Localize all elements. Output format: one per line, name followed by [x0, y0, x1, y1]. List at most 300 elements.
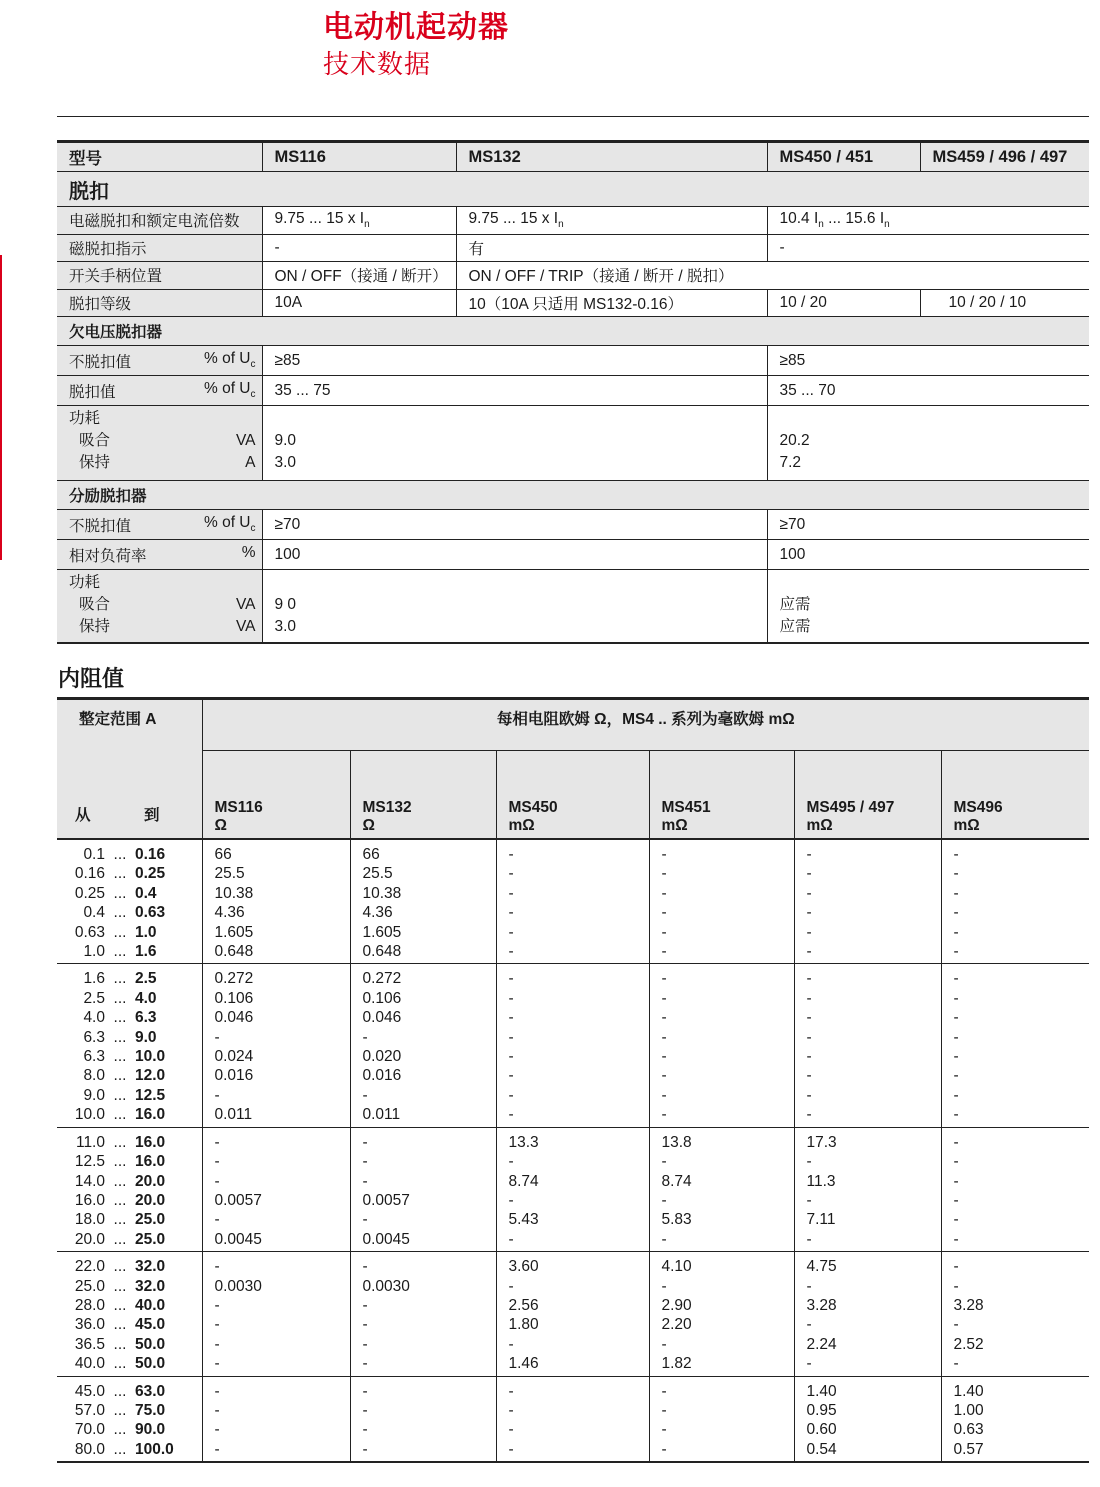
table-row [57, 1252, 1089, 1376]
column-unit: Ω [214, 817, 227, 834]
range-to: 0.16 [135, 846, 166, 863]
resistance-value: 0.106 [214, 989, 254, 1007]
value-cell [202, 964, 350, 1127]
shunt-power-ms450: 应需 应需 [767, 570, 1089, 644]
range-dots: ... [113, 1172, 127, 1190]
range-to: 75.0 [135, 1401, 166, 1419]
spec-table [57, 140, 1089, 644]
resistance-value: - [362, 1028, 368, 1046]
resistance-value: - [661, 1335, 667, 1353]
resistance-value: - [508, 1277, 514, 1295]
resistance-value: 13.8 [661, 1133, 692, 1151]
range-line [57, 1008, 202, 1027]
resistance-value: - [806, 1067, 812, 1085]
resistance-value: - [508, 1335, 514, 1353]
column-header-ms450 [496, 751, 649, 840]
range-from: 18.0 [74, 1211, 105, 1229]
uv-nontrip-ms450: ≥85 [767, 346, 1089, 376]
resistance-value: - [953, 1230, 959, 1248]
class-ms132: 10（10A 只适用 MS132-0.16） [456, 289, 767, 317]
range-line [57, 1210, 202, 1229]
row-shunt-power [57, 570, 1089, 644]
range-to: 0.25 [135, 865, 166, 883]
resistance-value: - [806, 923, 812, 941]
range-from: 28.0 [74, 1296, 105, 1314]
range-from: 36.5 [74, 1335, 105, 1353]
resistance-body [57, 839, 1089, 1462]
range-from: 45.0 [74, 1382, 105, 1400]
range-dots: ... [113, 1316, 127, 1334]
range-line [57, 969, 202, 988]
range-to: 2.5 [135, 970, 157, 988]
resistance-value: 2.56 [508, 1296, 539, 1314]
resistance-value: - [953, 1277, 959, 1295]
range-line [57, 1066, 202, 1085]
range-to: 50.0 [135, 1355, 166, 1373]
range-to: 16.0 [135, 1106, 166, 1124]
range-dots: ... [113, 1191, 127, 1209]
resistance-value: - [806, 1009, 812, 1027]
range-line [57, 1133, 202, 1152]
resistance-value: 2.20 [661, 1316, 692, 1334]
resistance-value: - [806, 884, 812, 902]
row-shunt-duty [57, 540, 1089, 570]
class-ms116: 10A [262, 289, 456, 317]
resistance-value: - [508, 865, 514, 883]
range-to: 90.0 [135, 1421, 166, 1439]
range-from: 16.0 [74, 1191, 105, 1209]
range-from: 0.16 [74, 865, 105, 883]
column-unit: Ω [362, 817, 375, 834]
resistance-value: 1.46 [508, 1355, 539, 1373]
resistance-value: - [362, 1355, 368, 1373]
range-dots: ... [113, 1277, 127, 1295]
resistance-value: - [806, 1191, 812, 1209]
resistance-value: - [806, 1316, 812, 1334]
resistance-value: - [214, 1153, 220, 1171]
resistance-value: - [661, 943, 667, 961]
magnetic-label: 电磁脱扣和额定电流倍数 [57, 207, 262, 235]
value-cell [794, 1252, 941, 1376]
resistance-value: - [806, 865, 812, 883]
resistance-value: 0.63 [953, 1421, 984, 1439]
range-to: 20.0 [135, 1172, 166, 1190]
range-dots: ... [113, 865, 127, 883]
value-cell [794, 839, 941, 964]
range-dots: ... [113, 1028, 127, 1046]
resistance-value: - [362, 1421, 368, 1439]
range-from: 10.0 [74, 1106, 105, 1124]
value-cell [794, 964, 941, 1127]
column-name: MS116 [214, 799, 263, 816]
resistance-value: 8.74 [661, 1172, 692, 1190]
resistance-value: - [508, 1440, 514, 1458]
resistance-value: - [214, 1172, 220, 1190]
resistance-value: - [214, 1211, 220, 1229]
resistance-value: 0.0057 [362, 1191, 410, 1209]
magnetic-ms450: 10.4 $I_n$ ... 15.6 $I_n$ [767, 207, 1089, 235]
resistance-value: 0.011 [214, 1106, 253, 1124]
range-from: 70.0 [74, 1421, 105, 1439]
magnetic-ms132: 9.75 ... 15 x $I_n$ [456, 207, 767, 235]
range-to: 12.0 [135, 1067, 166, 1085]
resistance-value: - [953, 1028, 959, 1046]
left-edge-accent [0, 255, 2, 560]
column-name: MS496 [953, 799, 1003, 816]
range-to: 50.0 [135, 1335, 166, 1353]
page-subtitle: 技术数据 [323, 49, 432, 79]
range-cell [57, 1252, 202, 1376]
resistance-value: - [661, 1382, 667, 1400]
range-header-label: 整定范围 A [79, 711, 157, 728]
range-line [57, 1382, 202, 1401]
shunt-nontrip-ms116: ≥70 [262, 510, 767, 540]
resistance-value: 4.75 [806, 1258, 837, 1276]
resistance-value: - [953, 884, 959, 902]
range-from: 14.0 [74, 1172, 105, 1190]
range-to: 45.0 [135, 1316, 166, 1334]
shunt-title: 分励脱扣器 [57, 481, 1089, 510]
range-from: 12.5 [74, 1153, 105, 1171]
resistance-value: 8.74 [508, 1172, 539, 1190]
resistance-value: - [806, 1230, 812, 1248]
indicator-ms132: 有 [456, 234, 767, 262]
section-trip-label: 脱扣 [57, 172, 1089, 207]
range-dots: ... [113, 846, 127, 863]
resistance-value: 25.5 [214, 865, 245, 883]
resistance-value: - [806, 846, 812, 863]
range-from: 0.4 [83, 904, 105, 922]
header-ms116: MS116 [262, 142, 456, 172]
range-line [57, 1440, 202, 1459]
range-from: 1.0 [83, 943, 105, 961]
header-model: 型号 [57, 142, 262, 172]
resistance-value: 11.3 [806, 1172, 836, 1190]
range-from: 0.1 [83, 846, 105, 863]
resistance-value: 2.24 [806, 1335, 837, 1353]
resistance-value: - [362, 1335, 368, 1353]
resistance-value: - [661, 970, 667, 988]
range-to: 100.0 [135, 1440, 174, 1458]
resistance-value: 0.046 [362, 1009, 402, 1027]
value-cell [350, 1127, 496, 1251]
resistance-value: 3.60 [508, 1258, 539, 1276]
resistance-value: 0.648 [214, 943, 254, 961]
resistance-value: - [953, 1086, 959, 1104]
resistance-value: - [508, 1048, 514, 1066]
resistance-value: - [953, 923, 959, 941]
resistance-value: - [953, 846, 959, 863]
column-header-ms132 [350, 751, 496, 840]
section-trip [57, 172, 1089, 207]
range-from: 0.63 [74, 923, 105, 941]
title-divider [57, 116, 1089, 117]
resistance-value: - [214, 1028, 220, 1046]
resistance-value: 0.57 [953, 1440, 984, 1458]
resistance-value: - [661, 1153, 667, 1171]
indicator-label: 磁脱扣指示 [57, 234, 262, 262]
row-handle [57, 262, 1089, 290]
row-magnetic-trip [57, 207, 1089, 235]
resistance-value: - [508, 1191, 514, 1209]
range-from: 6.3 [83, 1028, 105, 1046]
range-line [57, 1257, 202, 1276]
value-cell [941, 1252, 1089, 1376]
column-name: MS450 [508, 799, 558, 816]
resistance-value: - [362, 1440, 368, 1458]
spec-header-row [57, 142, 1089, 172]
handle-ms132: ON / OFF / TRIP（接通 / 断开 / 脱扣） [456, 262, 1089, 290]
range-dots: ... [113, 923, 127, 941]
resistance-value: - [661, 865, 667, 883]
resistance-value: - [806, 1106, 812, 1124]
value-cell [941, 964, 1089, 1127]
value-cell [649, 964, 794, 1127]
to-label: 到 [144, 807, 160, 824]
resistance-value: - [214, 1382, 220, 1400]
range-dots: ... [113, 1211, 127, 1229]
range-cell [57, 839, 202, 964]
value-cell [496, 1127, 649, 1251]
resistance-value: 7.11 [806, 1211, 836, 1229]
resistance-value: 2.52 [953, 1335, 984, 1353]
resistance-value: - [508, 923, 514, 941]
table-row [57, 1127, 1089, 1251]
value-cell [350, 839, 496, 964]
section-undervoltage [57, 317, 1089, 346]
resistance-value: - [806, 970, 812, 988]
handle-ms116: ON / OFF（接通 / 断开） [262, 262, 456, 290]
row-trip-class [57, 289, 1089, 317]
range-dots: ... [113, 1440, 127, 1458]
range-line [57, 1172, 202, 1191]
range-line [57, 942, 202, 961]
range-dots: ... [113, 943, 127, 961]
undervoltage-title: 欠电压脱扣器 [57, 317, 1089, 346]
range-to: 32.0 [135, 1277, 166, 1295]
resistance-value: 10.38 [362, 884, 402, 902]
class-label: 脱扣等级 [57, 289, 262, 317]
row-uv-trip [57, 376, 1089, 406]
resistance-value: - [508, 884, 514, 902]
resistance-value: - [661, 989, 667, 1007]
resistance-value: 0.648 [362, 943, 402, 961]
value-cell [649, 1127, 794, 1251]
resistance-value: 1.82 [661, 1355, 692, 1373]
indicator-ms450: - [767, 234, 1089, 262]
value-cell [941, 1127, 1089, 1251]
shunt-power-ms116: 9 0 3.0 [262, 570, 767, 644]
resistance-value: - [508, 1421, 514, 1439]
resistance-value: - [214, 1258, 220, 1276]
resistance-value: - [362, 1086, 368, 1104]
resistance-value: - [362, 1296, 368, 1314]
column-unit: mΩ [953, 817, 980, 834]
section-shunt [57, 481, 1089, 510]
range-from: 80.0 [74, 1440, 105, 1458]
resistance-value: - [953, 1211, 959, 1229]
resistance-value: - [214, 1421, 220, 1439]
value-cell [202, 839, 350, 964]
resistance-value: 0.0057 [214, 1191, 262, 1209]
column-header-ms116 [202, 751, 350, 840]
range-line [57, 923, 202, 942]
resistance-value: - [806, 904, 812, 922]
column-unit: mΩ [806, 817, 833, 834]
resistance-value: 3.28 [953, 1296, 984, 1314]
resistance-value: 13.3 [508, 1133, 539, 1151]
resistance-value: - [508, 1382, 514, 1400]
table-row [57, 964, 1089, 1127]
value-cell [649, 1376, 794, 1462]
resistance-value: - [508, 1009, 514, 1027]
resistance-value: - [953, 1009, 959, 1027]
range-dots: ... [113, 1421, 127, 1439]
resistance-value: - [362, 1382, 368, 1400]
class-ms450: 10 / 20 [767, 289, 920, 317]
resistance-value: - [953, 1153, 959, 1171]
shunt-nontrip-label: 不脱扣值 % of $U_c$ [57, 510, 262, 540]
column-name: MS451 [661, 799, 711, 816]
resistance-value: - [806, 943, 812, 961]
resistance-value: - [953, 943, 959, 961]
uv-trip-label: 脱扣值 % of $U_c$ [57, 376, 262, 406]
resistance-value: 1.40 [953, 1382, 984, 1400]
column-header-ms496 [941, 751, 1089, 840]
resistance-header-row-1 [57, 699, 1089, 751]
resistance-value: - [661, 904, 667, 922]
shunt-duty-label: 相对负荷率 % [57, 540, 262, 570]
resistance-value: 5.43 [508, 1211, 539, 1229]
class-ms459: 10 / 20 / 10 [920, 289, 1089, 317]
resistance-value: - [508, 1401, 514, 1419]
range-line [57, 1105, 202, 1124]
resistance-value: - [661, 1067, 667, 1085]
resistance-value: - [661, 923, 667, 941]
resistance-value: - [214, 1133, 220, 1151]
resistance-table [57, 697, 1089, 1463]
range-to: 1.0 [135, 923, 157, 941]
range-to: 6.3 [135, 1009, 157, 1027]
value-cell [941, 839, 1089, 964]
range-to: 16.0 [135, 1153, 166, 1171]
resistance-value: - [661, 1401, 667, 1419]
range-to: 0.4 [135, 884, 157, 902]
group-header: 每相电阻欧姆 Ω，MS4 .. 系列为毫欧姆 mΩ [202, 699, 1089, 751]
range-from: 11.0 [75, 1133, 105, 1151]
uv-power-label: 功耗 吸合 VA 保持 A [57, 406, 262, 481]
range-line [57, 1296, 202, 1315]
range-line [57, 884, 202, 903]
resistance-value: 0.272 [362, 970, 402, 988]
range-from: 20.0 [74, 1230, 105, 1248]
shunt-duty-ms116: 100 [262, 540, 767, 570]
range-to: 12.5 [135, 1086, 166, 1104]
table-row [57, 839, 1089, 964]
handle-label: 开关手柄位置 [57, 262, 262, 290]
range-to: 4.0 [135, 989, 157, 1007]
resistance-value: - [661, 1191, 667, 1209]
resistance-value: - [508, 1153, 514, 1171]
range-line [57, 845, 202, 864]
indicator-ms116: - [262, 234, 456, 262]
range-dots: ... [113, 1335, 127, 1353]
column-name: MS495 / 497 [806, 799, 895, 816]
resistance-value: - [953, 1048, 959, 1066]
resistance-value: - [508, 1067, 514, 1085]
value-cell [202, 1252, 350, 1376]
range-from: 40.0 [74, 1355, 105, 1373]
resistance-value: 0.046 [214, 1009, 254, 1027]
resistance-value: 1.80 [508, 1316, 539, 1334]
range-line [57, 1047, 202, 1066]
resistance-value: 17.3 [806, 1133, 837, 1151]
range-line [57, 1335, 202, 1354]
range-header [57, 699, 202, 840]
resistance-value: - [508, 904, 514, 922]
range-from: 22.0 [74, 1258, 105, 1276]
resistance-value: - [362, 1401, 368, 1419]
resistance-value: - [508, 1028, 514, 1046]
resistance-value: - [953, 865, 959, 883]
range-dots: ... [113, 1153, 127, 1171]
resistance-value: 0.60 [806, 1421, 837, 1439]
range-dots: ... [113, 970, 127, 988]
resistance-value: 1.00 [953, 1401, 984, 1419]
resistance-value: - [214, 1440, 220, 1458]
range-line [57, 1191, 202, 1210]
resistance-value: 66 [362, 846, 380, 863]
resistance-value: - [508, 970, 514, 988]
header-ms450: MS450 / 451 [767, 142, 920, 172]
value-cell [496, 1376, 649, 1462]
resistance-value: 0.272 [214, 970, 254, 988]
range-from: 2.5 [83, 989, 105, 1007]
resistance-value: 0.95 [806, 1401, 837, 1419]
row-indicator [57, 234, 1089, 262]
value-cell [941, 1376, 1089, 1462]
column-unit: mΩ [661, 817, 688, 834]
value-cell [350, 964, 496, 1127]
resistance-value: 0.020 [362, 1048, 402, 1066]
resistance-value: - [806, 1086, 812, 1104]
resistance-value: 0.0030 [214, 1277, 262, 1295]
uv-power-ms116: 9.0 3.0 [262, 406, 767, 481]
shunt-duty-ms450: 100 [767, 540, 1089, 570]
resistance-header-row-2 [57, 751, 1089, 840]
resistance-value: 3.28 [806, 1296, 837, 1314]
range-cell [57, 964, 202, 1127]
range-line [57, 903, 202, 922]
resistance-value: - [661, 1277, 667, 1295]
resistance-value: 0.54 [806, 1440, 837, 1458]
resistance-value: - [661, 1440, 667, 1458]
uv-trip-ms450: 35 ... 70 [767, 376, 1089, 406]
value-cell [350, 1376, 496, 1462]
resistance-value: - [806, 1048, 812, 1066]
resistance-value: - [806, 1355, 812, 1373]
resistance-value: - [806, 1153, 812, 1171]
value-cell [350, 1252, 496, 1376]
table-row [57, 1376, 1089, 1462]
resistance-value: - [661, 1048, 667, 1066]
resistance-value: 4.10 [661, 1258, 692, 1276]
resistance-title: 内阻值 [58, 666, 125, 691]
magnetic-ms116: 9.75 ... 15 x $I_n$ [262, 207, 456, 235]
resistance-value: - [661, 1421, 667, 1439]
resistance-value: 1.605 [362, 923, 402, 941]
resistance-value: 1.605 [214, 923, 254, 941]
